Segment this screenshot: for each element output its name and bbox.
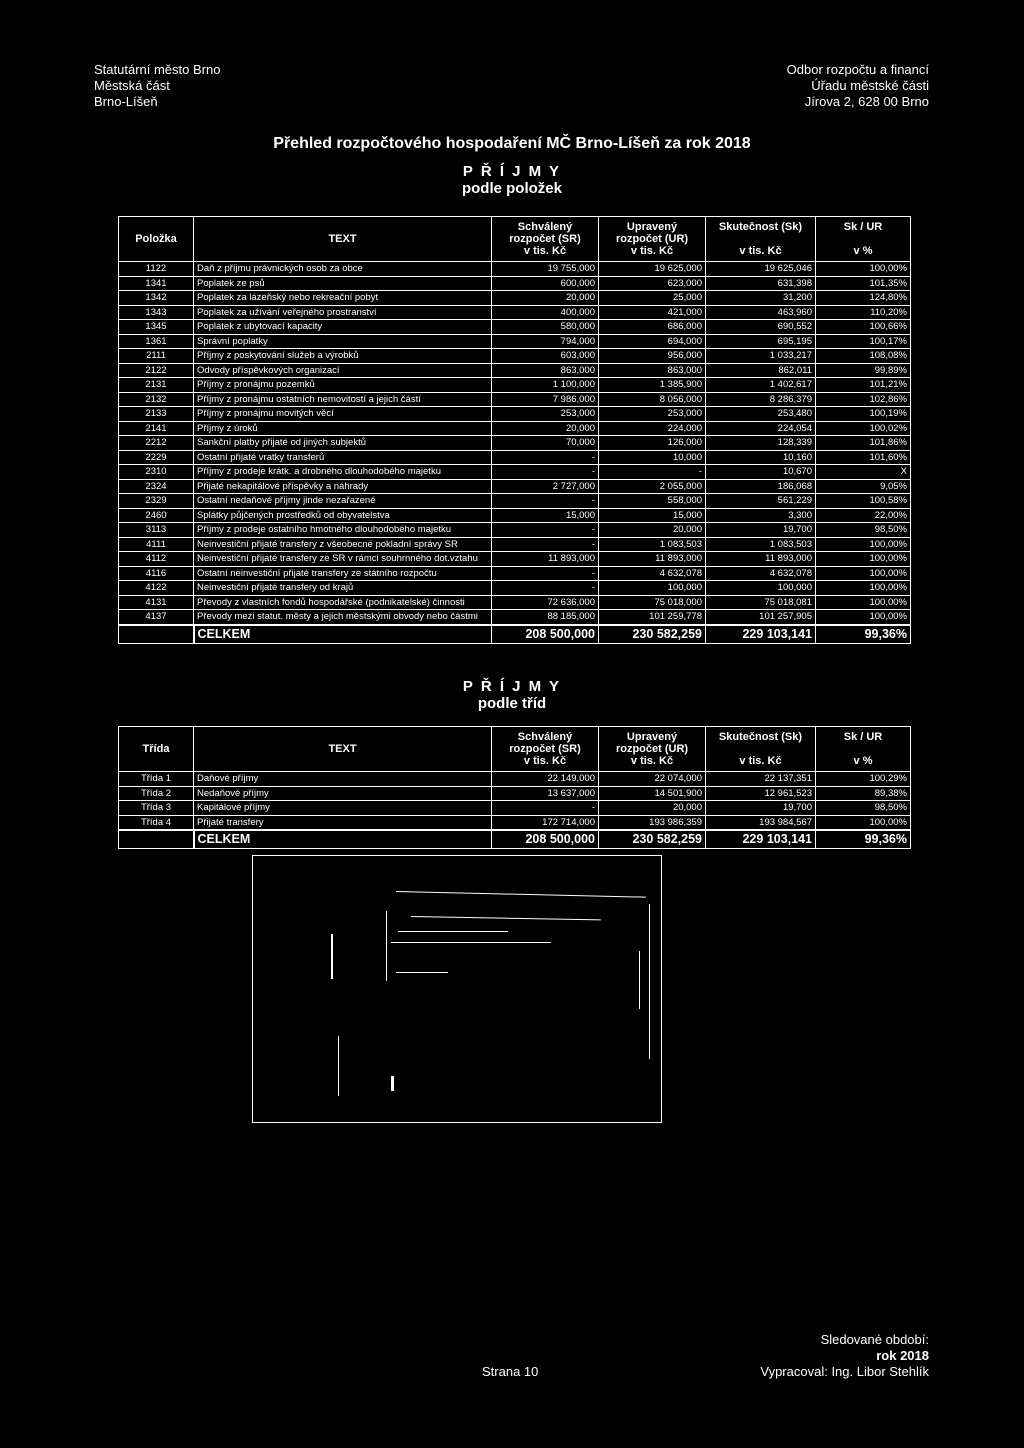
total-label: CELKEM	[194, 625, 492, 644]
table-header-row	[119, 727, 911, 772]
table-row	[119, 450, 911, 465]
total-sk: 229 103,141	[706, 625, 816, 644]
table-row	[119, 581, 911, 596]
row-ur: 25,000	[599, 291, 706, 306]
table-row	[119, 291, 911, 306]
items-table-body	[119, 262, 911, 625]
row-sk: 1 083,503	[706, 537, 816, 552]
department-name: Odbor rozpočtu a financí	[786, 62, 929, 77]
scan-line	[649, 904, 650, 1059]
row-sr: 794,000	[492, 334, 599, 349]
row-ur: 224,000	[599, 421, 706, 436]
row-code: 4116	[119, 566, 194, 581]
row-text: Příjmy z úroků	[194, 421, 492, 436]
row-code: 4137	[119, 610, 194, 625]
row-text: Příjmy z pronájmu pozemků	[194, 378, 492, 393]
row-sr: 172 714,000	[492, 815, 599, 830]
row-ur: 4 632,078	[599, 566, 706, 581]
page-number: Strana 10	[482, 1364, 539, 1379]
row-sk: 22 137,351	[706, 772, 816, 787]
section1-heading	[0, 163, 1024, 197]
row-ur: 253,000	[599, 407, 706, 422]
row-text: Příjmy z poskytování služeb a výrobků	[194, 349, 492, 364]
row-sk: 10,670	[706, 465, 816, 480]
table-row	[119, 378, 911, 393]
row-text: Kapitálové příjmy	[194, 801, 492, 816]
row-sr: 20,000	[492, 421, 599, 436]
col-header-text: TEXT	[194, 727, 492, 772]
row-text: Poplatek za lázeňský nebo rekreační pobyt	[194, 291, 492, 306]
row-code: 2132	[119, 392, 194, 407]
row-text: Neinvestiční přijaté transfery od krajů	[194, 581, 492, 596]
row-code: 2111	[119, 349, 194, 364]
row-pct: 100,66%	[816, 320, 911, 335]
table-row	[119, 276, 911, 291]
row-ur: 75 018,000	[599, 595, 706, 610]
row-code: Třída 2	[119, 786, 194, 801]
section1-title: P Ř Í J M Y	[462, 163, 562, 180]
table-row	[119, 479, 911, 494]
row-ur: 1 083,503	[599, 537, 706, 552]
scan-line	[338, 1036, 339, 1096]
period-label: Sledované období:	[820, 1332, 929, 1347]
period-value: rok 2018	[876, 1348, 929, 1363]
office-address: Jírova 2, 628 00 Brno	[804, 94, 929, 109]
col-header-sk: Skutečnost (Sk) v tis. Kč	[706, 217, 816, 262]
row-code: 1345	[119, 320, 194, 335]
row-sr: 400,000	[492, 305, 599, 320]
table-row	[119, 407, 911, 422]
row-sk: 186,068	[706, 479, 816, 494]
col-header-sr: Schválený rozpočet (SR) v tis. Kč	[492, 727, 599, 772]
row-sk: 690,552	[706, 320, 816, 335]
row-sr: -	[492, 537, 599, 552]
table-row	[119, 392, 911, 407]
row-text: Poplatek za užívání veřejného prostranství	[194, 305, 492, 320]
total-row	[119, 830, 911, 849]
row-sr: 19 755,000	[492, 262, 599, 277]
row-pct: 98,50%	[816, 801, 911, 816]
row-sk: 253,480	[706, 407, 816, 422]
row-text: Příjmy z prodeje ostatního hmotného dlouhodobého majetku	[194, 523, 492, 538]
row-sr: 580,000	[492, 320, 599, 335]
row-pct: 102,86%	[816, 392, 911, 407]
city-name: Statutární město Brno	[94, 62, 221, 77]
total-ur: 230 582,259	[599, 830, 706, 849]
row-ur: 863,000	[599, 363, 706, 378]
col-header-pct: Sk / UR v %	[816, 727, 911, 772]
row-pct: 101,21%	[816, 378, 911, 393]
row-code: 2310	[119, 465, 194, 480]
row-pct: 124,80%	[816, 291, 911, 306]
table-header-row	[119, 217, 911, 262]
row-pct: 100,17%	[816, 334, 911, 349]
row-code: 1342	[119, 291, 194, 306]
row-code: 2133	[119, 407, 194, 422]
row-ur: 1 385,900	[599, 378, 706, 393]
col-header-code: Položka	[119, 217, 194, 262]
table-row	[119, 552, 911, 567]
scan-line	[411, 916, 601, 920]
row-code: 2229	[119, 450, 194, 465]
header-left	[94, 62, 220, 110]
total-label: CELKEM	[194, 830, 492, 849]
row-sr: 253,000	[492, 407, 599, 422]
table-row	[119, 494, 911, 509]
col-header-code: Třída	[119, 727, 194, 772]
row-ur: 19 625,000	[599, 262, 706, 277]
row-ur: 421,000	[599, 305, 706, 320]
row-text: Přijaté transfery	[194, 815, 492, 830]
row-code: 1122	[119, 262, 194, 277]
row-sk: 10,160	[706, 450, 816, 465]
row-code: 1343	[119, 305, 194, 320]
row-text: Přijaté nekapitálové příspěvky a náhrady	[194, 479, 492, 494]
scan-line	[331, 934, 333, 979]
row-text: Daňové příjmy	[194, 772, 492, 787]
row-sk: 3,300	[706, 508, 816, 523]
table-row	[119, 421, 911, 436]
total-sr: 208 500,000	[492, 625, 599, 644]
row-code: Třída 1	[119, 772, 194, 787]
row-ur: 10,000	[599, 450, 706, 465]
row-sk: 11 893,000	[706, 552, 816, 567]
row-sk: 19,700	[706, 523, 816, 538]
row-code: 1341	[119, 276, 194, 291]
row-code: 2212	[119, 436, 194, 451]
row-code: 2122	[119, 363, 194, 378]
row-sk: 224,054	[706, 421, 816, 436]
row-sr: 20,000	[492, 291, 599, 306]
footer-info	[760, 1332, 929, 1380]
row-sr: 863,000	[492, 363, 599, 378]
row-code: 4111	[119, 537, 194, 552]
total-sk: 229 103,141	[706, 830, 816, 849]
row-sr: 600,000	[492, 276, 599, 291]
row-sr: 72 636,000	[492, 595, 599, 610]
section2-subtitle: podle tříd	[477, 695, 547, 712]
row-ur: 8 056,000	[599, 392, 706, 407]
row-ur: 14 501,900	[599, 786, 706, 801]
section2-title: P Ř Í J M Y	[462, 678, 562, 695]
row-ur: 686,000	[599, 320, 706, 335]
row-sk: 8 286,379	[706, 392, 816, 407]
row-text: Ostatní nedaňové příjmy jinde nezařazené	[194, 494, 492, 509]
scan-line	[386, 911, 387, 981]
row-sr: 603,000	[492, 349, 599, 364]
total-pct: 99,36%	[816, 625, 911, 644]
col-header-sr: Schválený rozpočet (SR) v tis. Kč	[492, 217, 599, 262]
row-sk: 19,700	[706, 801, 816, 816]
row-sk: 193 984,567	[706, 815, 816, 830]
table-row	[119, 801, 911, 816]
row-ur: 193 986,359	[599, 815, 706, 830]
row-sk: 561,229	[706, 494, 816, 509]
scan-line	[396, 972, 448, 973]
row-sr: 1 100,000	[492, 378, 599, 393]
row-sr: -	[492, 566, 599, 581]
row-code: 2131	[119, 378, 194, 393]
row-ur: 15,000	[599, 508, 706, 523]
row-sk: 1 402,617	[706, 378, 816, 393]
table-row	[119, 363, 911, 378]
row-code: 4131	[119, 595, 194, 610]
row-pct: 89,38%	[816, 786, 911, 801]
row-sk: 31,200	[706, 291, 816, 306]
row-pct: 100,29%	[816, 772, 911, 787]
row-sk: 101 257,905	[706, 610, 816, 625]
office-name: Úřadu městské části	[811, 78, 929, 93]
row-text: Daň z příjmu právnických osob za obce	[194, 262, 492, 277]
table-row	[119, 436, 911, 451]
row-sr: -	[492, 494, 599, 509]
row-pct: 99,89%	[816, 363, 911, 378]
col-header-pct: Sk / UR v %	[816, 217, 911, 262]
row-code: 2460	[119, 508, 194, 523]
scan-line	[391, 942, 551, 943]
col-header-sk: Skutečnost (Sk) v tis. Kč	[706, 727, 816, 772]
col-header-text: TEXT	[194, 217, 492, 262]
table-row	[119, 815, 911, 830]
row-pct: 100,00%	[816, 581, 911, 596]
row-sk: 862,011	[706, 363, 816, 378]
row-sk: 19 625,046	[706, 262, 816, 277]
row-sr: -	[492, 801, 599, 816]
row-ur: 623,000	[599, 276, 706, 291]
row-sr: 7 986,000	[492, 392, 599, 407]
table-row	[119, 786, 911, 801]
total-pct: 99,36%	[816, 830, 911, 849]
row-pct: 22,00%	[816, 508, 911, 523]
row-pct: 100,00%	[816, 566, 911, 581]
prepared-by: Vypracoval: Ing. Libor Stehlík	[760, 1364, 929, 1379]
row-text: Poplatek ze psů	[194, 276, 492, 291]
table-row	[119, 772, 911, 787]
section1-subtitle: podle položek	[461, 180, 562, 197]
row-text: Nedaňové příjmy	[194, 786, 492, 801]
row-code: 4122	[119, 581, 194, 596]
row-sr: 22 149,000	[492, 772, 599, 787]
row-text: Ostatní neinvestiční přijaté transfery ze státního rozpočtu	[194, 566, 492, 581]
page-title: Přehled rozpočtového hospodaření MČ Brno-Líšeň za rok 2018	[273, 135, 751, 152]
table-row	[119, 566, 911, 581]
row-sr: -	[492, 465, 599, 480]
row-text: Příjmy z prodeje krátk. a drobného dlouhodobého majetku	[194, 465, 492, 480]
row-sk: 12 961,523	[706, 786, 816, 801]
row-sr: -	[492, 581, 599, 596]
scan-line	[396, 891, 646, 898]
row-text: Příjmy z pronájmu movitých věcí	[194, 407, 492, 422]
row-sk: 100,000	[706, 581, 816, 596]
row-code: Třída 3	[119, 801, 194, 816]
table-row	[119, 508, 911, 523]
row-code: 4112	[119, 552, 194, 567]
row-text: Sankční platby přijaté od jiných subjektů	[194, 436, 492, 451]
row-sk: 1 033,217	[706, 349, 816, 364]
row-code: Třída 4	[119, 815, 194, 830]
row-sk: 75 018,081	[706, 595, 816, 610]
row-text: Příjmy z pronájmu ostatních nemovitostí a jejich částí	[194, 392, 492, 407]
header-right	[787, 62, 929, 110]
row-ur: 11 893,000	[599, 552, 706, 567]
row-text: Odvody příspěvkových organizací	[194, 363, 492, 378]
classes-table-body	[119, 772, 911, 831]
scan-line	[391, 1076, 394, 1091]
row-pct: X	[816, 465, 911, 480]
row-text: Převody mezi statut. městy a jejich městskými obvody nebo částmi	[194, 610, 492, 625]
row-code: 2329	[119, 494, 194, 509]
table-row	[119, 537, 911, 552]
district-name: Brno-Líšeň	[94, 94, 158, 109]
row-text: Poplatek z ubytovací kapacity	[194, 320, 492, 335]
row-sr: 70,000	[492, 436, 599, 451]
table-row	[119, 465, 911, 480]
row-pct: 108,08%	[816, 349, 911, 364]
row-pct: 100,00%	[816, 552, 911, 567]
scan-line	[639, 951, 640, 1009]
row-code: 2324	[119, 479, 194, 494]
table-row	[119, 595, 911, 610]
row-code: 1361	[119, 334, 194, 349]
row-pct: 100,00%	[816, 262, 911, 277]
row-sk: 463,960	[706, 305, 816, 320]
row-pct: 100,00%	[816, 610, 911, 625]
row-ur: 558,000	[599, 494, 706, 509]
row-sr: 13 637,000	[492, 786, 599, 801]
row-pct: 100,19%	[816, 407, 911, 422]
row-ur: 22 074,000	[599, 772, 706, 787]
row-code: 3113	[119, 523, 194, 538]
col-header-ur: Upravený rozpočet (UR) v tis. Kč	[599, 217, 706, 262]
row-sr: 88 185,000	[492, 610, 599, 625]
row-ur: 20,000	[599, 801, 706, 816]
row-pct: 98,50%	[816, 523, 911, 538]
row-pct: 101,35%	[816, 276, 911, 291]
row-pct: 100,58%	[816, 494, 911, 509]
row-ur: 126,000	[599, 436, 706, 451]
row-ur: 101 259,778	[599, 610, 706, 625]
empty-chart-frame	[252, 855, 662, 1123]
total-sr: 208 500,000	[492, 830, 599, 849]
row-pct: 110,20%	[816, 305, 911, 320]
row-sk: 4 632,078	[706, 566, 816, 581]
row-ur: 20,000	[599, 523, 706, 538]
row-sk: 631,398	[706, 276, 816, 291]
table-row	[119, 334, 911, 349]
row-pct: 101,60%	[816, 450, 911, 465]
row-pct: 9,05%	[816, 479, 911, 494]
row-code: 2141	[119, 421, 194, 436]
row-pct: 100,02%	[816, 421, 911, 436]
row-pct: 100,00%	[816, 537, 911, 552]
table-row	[119, 523, 911, 538]
row-text: Ostatní přijaté vratky transferů	[194, 450, 492, 465]
table-row	[119, 262, 911, 277]
total-row	[119, 625, 911, 644]
section2-heading	[0, 678, 1024, 712]
classes-table	[118, 726, 911, 849]
district-label: Městská část	[94, 78, 170, 93]
row-sr: -	[492, 523, 599, 538]
table-row	[119, 610, 911, 625]
items-table	[118, 216, 911, 644]
scan-line	[398, 931, 508, 932]
row-text: Převody z vlastních fondů hospodářské (podnikatelské) činnosti	[194, 595, 492, 610]
row-text: Neinvestiční přijaté transfery z všeobecné pokladní správy SR	[194, 537, 492, 552]
row-ur: 956,000	[599, 349, 706, 364]
row-sr: 15,000	[492, 508, 599, 523]
row-pct: 100,00%	[816, 595, 911, 610]
row-pct: 101,86%	[816, 436, 911, 451]
row-sk: 128,339	[706, 436, 816, 451]
row-pct: 100,00%	[816, 815, 911, 830]
total-ur: 230 582,259	[599, 625, 706, 644]
row-text: Správní poplatky	[194, 334, 492, 349]
row-sr: -	[492, 450, 599, 465]
table-row	[119, 320, 911, 335]
col-header-ur: Upravený rozpočet (UR) v tis. Kč	[599, 727, 706, 772]
row-ur: 2 055,000	[599, 479, 706, 494]
row-text: Splátky půjčených prostředků od obyvatelstva	[194, 508, 492, 523]
row-ur: -	[599, 465, 706, 480]
row-sr: 11 893,000	[492, 552, 599, 567]
table-row	[119, 305, 911, 320]
row-sr: 2 727,000	[492, 479, 599, 494]
row-text: Neinvestiční přijaté transfery ze SR v rámci souhrnného dot.vztahu	[194, 552, 492, 567]
row-ur: 694,000	[599, 334, 706, 349]
table-row	[119, 349, 911, 364]
row-ur: 100,000	[599, 581, 706, 596]
row-sk: 695,195	[706, 334, 816, 349]
